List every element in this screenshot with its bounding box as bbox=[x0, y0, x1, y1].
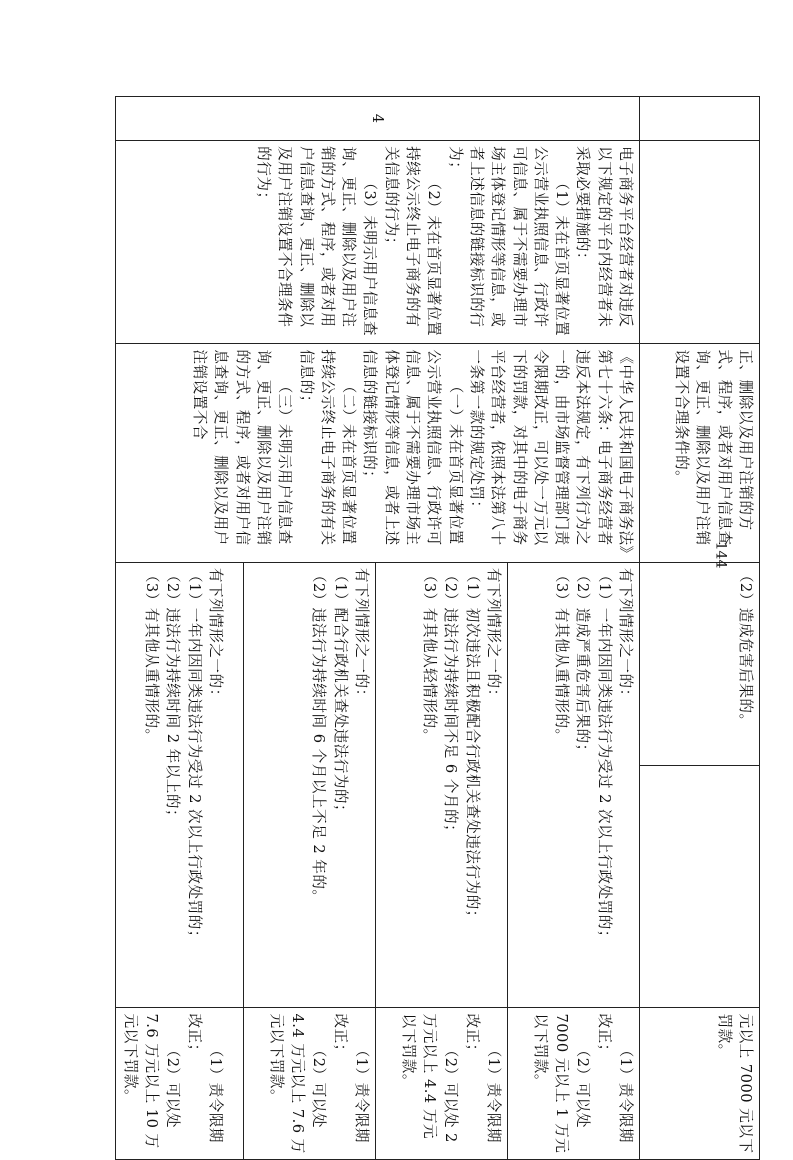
circumstance-cell bbox=[640, 562, 760, 765]
circumstance-line: （2）造成危害后果的。 bbox=[737, 567, 754, 729]
penalty-cell bbox=[508, 1008, 640, 1160]
basis-line: （三）未明示用户信息查询、更正、删除以及用户注销的方式、程序，或者对用户信息查询、更正、删除以及用户注销设置不合 bbox=[191, 349, 294, 546]
table-row-continuation bbox=[640, 97, 760, 1160]
rotated-table-container bbox=[115, 96, 760, 1160]
penalty-line: （2）可以处 4.4 万元以上 7.6 万元以下罚款。 bbox=[267, 1013, 328, 1154]
violation-line: （1）未在首页显著位置公示营业执照信息、行政许可信息、属于不需要办理市场主体登记情形等信息，或者上述信息的链接标识的行为； bbox=[446, 146, 571, 337]
penalty-line: （1）责令限期改正； bbox=[185, 1013, 224, 1144]
penalty-line: （1）责令限期改正； bbox=[595, 1013, 634, 1144]
penalty-table bbox=[115, 96, 760, 1160]
circumstance-line: 有下列情形之一的： bbox=[485, 567, 502, 704]
page-number: 144 bbox=[712, 541, 729, 569]
circumstance-line: 有下列情形之一的： bbox=[207, 567, 224, 704]
penalty-cell bbox=[116, 1008, 244, 1160]
penalty-line: （1）责令限期改正； bbox=[331, 1013, 370, 1144]
violation-line: （2）未在首页显著位置持续公示终止电子商务的有关信息的行为； bbox=[382, 146, 443, 337]
basis-cell bbox=[116, 344, 640, 562]
basis-cell-top bbox=[640, 344, 760, 562]
circumstance-line: （1）一年内因同类违法行为受过 2 次以上行政处罚的； bbox=[185, 567, 203, 945]
row-number: 4 bbox=[369, 113, 387, 124]
circumstance-cell bbox=[376, 562, 508, 1008]
penalty-line: （2）可以处 2 万元以上 4.4 万元以下罚款。 bbox=[399, 1013, 460, 1143]
violation-cell bbox=[116, 141, 640, 344]
spacer bbox=[226, 1013, 240, 1154]
circumstance-line: （3）有其他从轻情形的。 bbox=[421, 567, 439, 744]
penalty-cell bbox=[244, 1008, 376, 1160]
circumstance-line: 有下列情形之一的： bbox=[617, 567, 634, 704]
basis-line: 《中华人民共和国电子商务法》第七十六条：电子商务经营者违反本法规定，有下列行为之一的，由市场监督管理部门责令限期改正，可以处一万元以下的罚款，对其中的电子商务平台经营者，依照本法第八十一条第一款的规定处罚： bbox=[467, 349, 634, 554]
circumstance-cell bbox=[244, 562, 376, 1008]
penalty-line: 元以上 7000 元以下罚款。 bbox=[715, 1013, 754, 1154]
circumstance-line: （2）违法行为持续时间 2 年以上的； bbox=[164, 567, 182, 825]
basis-line: （一）未在首页显著位置公示营业执照信息、行政许可信息、属于不需要办理市场主体登记情形等信息，或者上述信息的链接标识的； bbox=[361, 349, 464, 546]
circumstance-line: （3）有其他从重情形的。 bbox=[143, 567, 161, 744]
circumstance-line: （2）造成严重危害后果的； bbox=[574, 567, 592, 759]
violation-line: （3）未明示用户信息查询、更正、删除以及用户注销的方式、程序，或者对用户信息查询、更正、删除以及用户注销设置不合理条件的行为； bbox=[254, 146, 379, 337]
circumstance-cell bbox=[508, 562, 640, 1008]
basis-top-text: 正、删除以及用户注销的方式、程序，或者对用户信息查询、更正、删除以及用户注销设置不合理条件的。 bbox=[673, 349, 754, 546]
penalty-line: （2）可以处 7.6 万元以上 10 万元以下罚款。 bbox=[121, 1013, 182, 1149]
table-row bbox=[508, 97, 640, 1160]
penalty-cell bbox=[376, 1008, 508, 1160]
circumstance-line: （3）有其他从重情形的。 bbox=[553, 567, 571, 744]
penalty-line: （1）责令限期改正； bbox=[463, 1013, 502, 1144]
circumstance-line: （2）违法行为持续时间 6 个月以上不足 2 年的。 bbox=[310, 567, 328, 905]
violation-cell-empty bbox=[640, 141, 760, 344]
circumstance-line: （2）违法行为持续时间不足 6 个月的； bbox=[442, 567, 460, 840]
spacer bbox=[226, 568, 240, 1003]
penalty-cell bbox=[640, 1008, 760, 1160]
basis-line: （二）未在首页显著位置持续公示终止电子商务的有关信息的； bbox=[297, 349, 358, 546]
circumstance-line: 有下列情形之一的： bbox=[353, 567, 370, 704]
circumstance-line: （1）初次违法且积极配合行政机关查处违法行为的； bbox=[463, 567, 481, 925]
violation-line: 电子商务平台经营者对违反以下规定的平台内经营者未采取必要措施的： bbox=[574, 146, 634, 328]
divider-cell bbox=[640, 766, 760, 1008]
circumstance-line: （1）配合行政机关查处违法行为的； bbox=[331, 567, 349, 820]
circumstance-cell bbox=[116, 562, 244, 1008]
row-number-cell bbox=[116, 97, 640, 141]
row-number-cell-empty bbox=[640, 97, 760, 141]
circumstance-line: （1）一年内因同类违法行为受过 2 次以上行政处罚的； bbox=[595, 567, 613, 945]
penalty-line: （2）可以处 7000 元以上 1 万元以下罚款。 bbox=[531, 1013, 592, 1154]
